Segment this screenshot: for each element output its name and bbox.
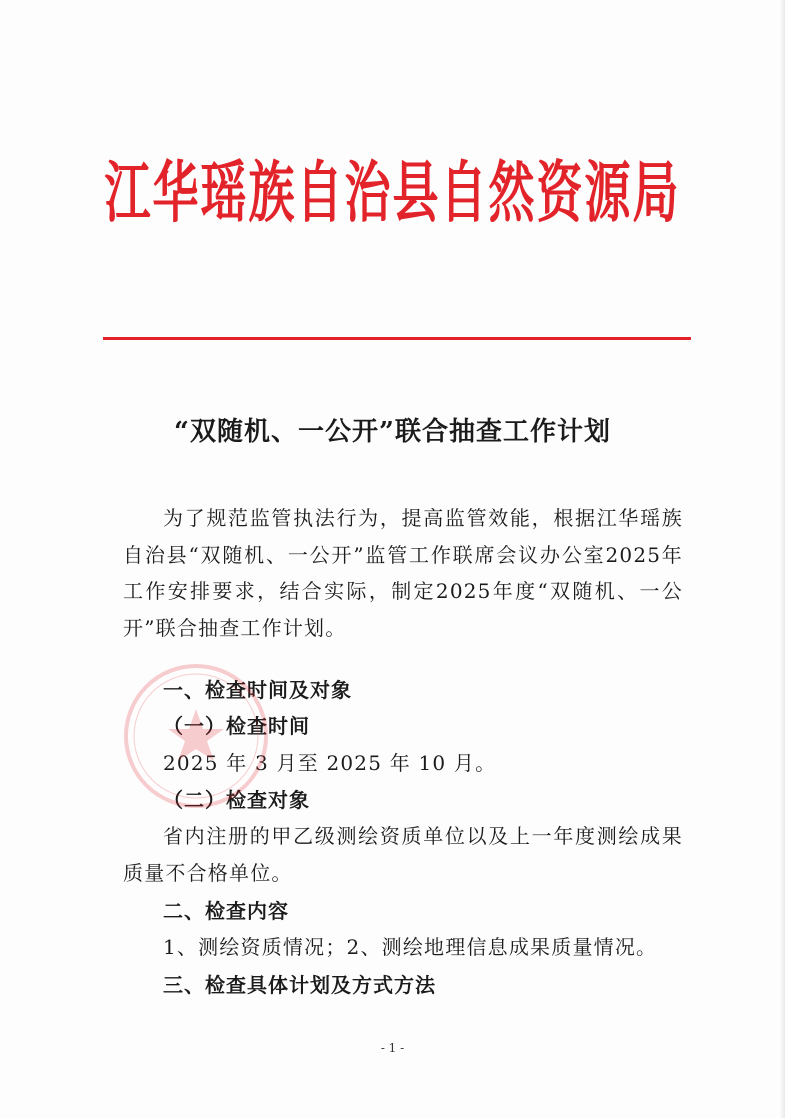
- official-seal-icon: [121, 661, 271, 811]
- inspection-period-text: 2025 年 3 月至 2025 年 10 月。: [163, 751, 497, 775]
- inspection-content-text: 1、测绘资质情况；2、测绘地理信息成果质量情况。: [163, 935, 658, 959]
- section-1-heading: 一、检查时间及对象: [163, 678, 352, 702]
- section-1-sub-1-heading: （一）检查时间: [163, 714, 310, 738]
- intro-paragraph: 为了规范监管执法行为，提高监管效能，根据江华瑶族自治县“双随机、一公开”监管工作联席会议办公室2025年工作安排要求，结合实际，制定2025年度“双随机、一公开”联合抽查工作计划。: [123, 506, 683, 640]
- section-2-heading: 二、检查内容: [163, 899, 289, 923]
- issuing-authority-header: 江华瑶族自治县自然资源局: [104, 152, 681, 232]
- page-number: - 1 -: [380, 1041, 405, 1055]
- red-header-rule: [103, 337, 691, 340]
- section-3-heading: 三、检查具体计划及方式方法: [163, 973, 436, 997]
- document-title: “双随机、一公开”联合抽查工作计划: [174, 417, 611, 447]
- inspection-target-text: 省内注册的甲乙级测绘资质单位以及上一年度测绘成果质量不合格单位。: [123, 824, 683, 885]
- section-1-sub-2-heading: （二）检查对象: [163, 788, 310, 812]
